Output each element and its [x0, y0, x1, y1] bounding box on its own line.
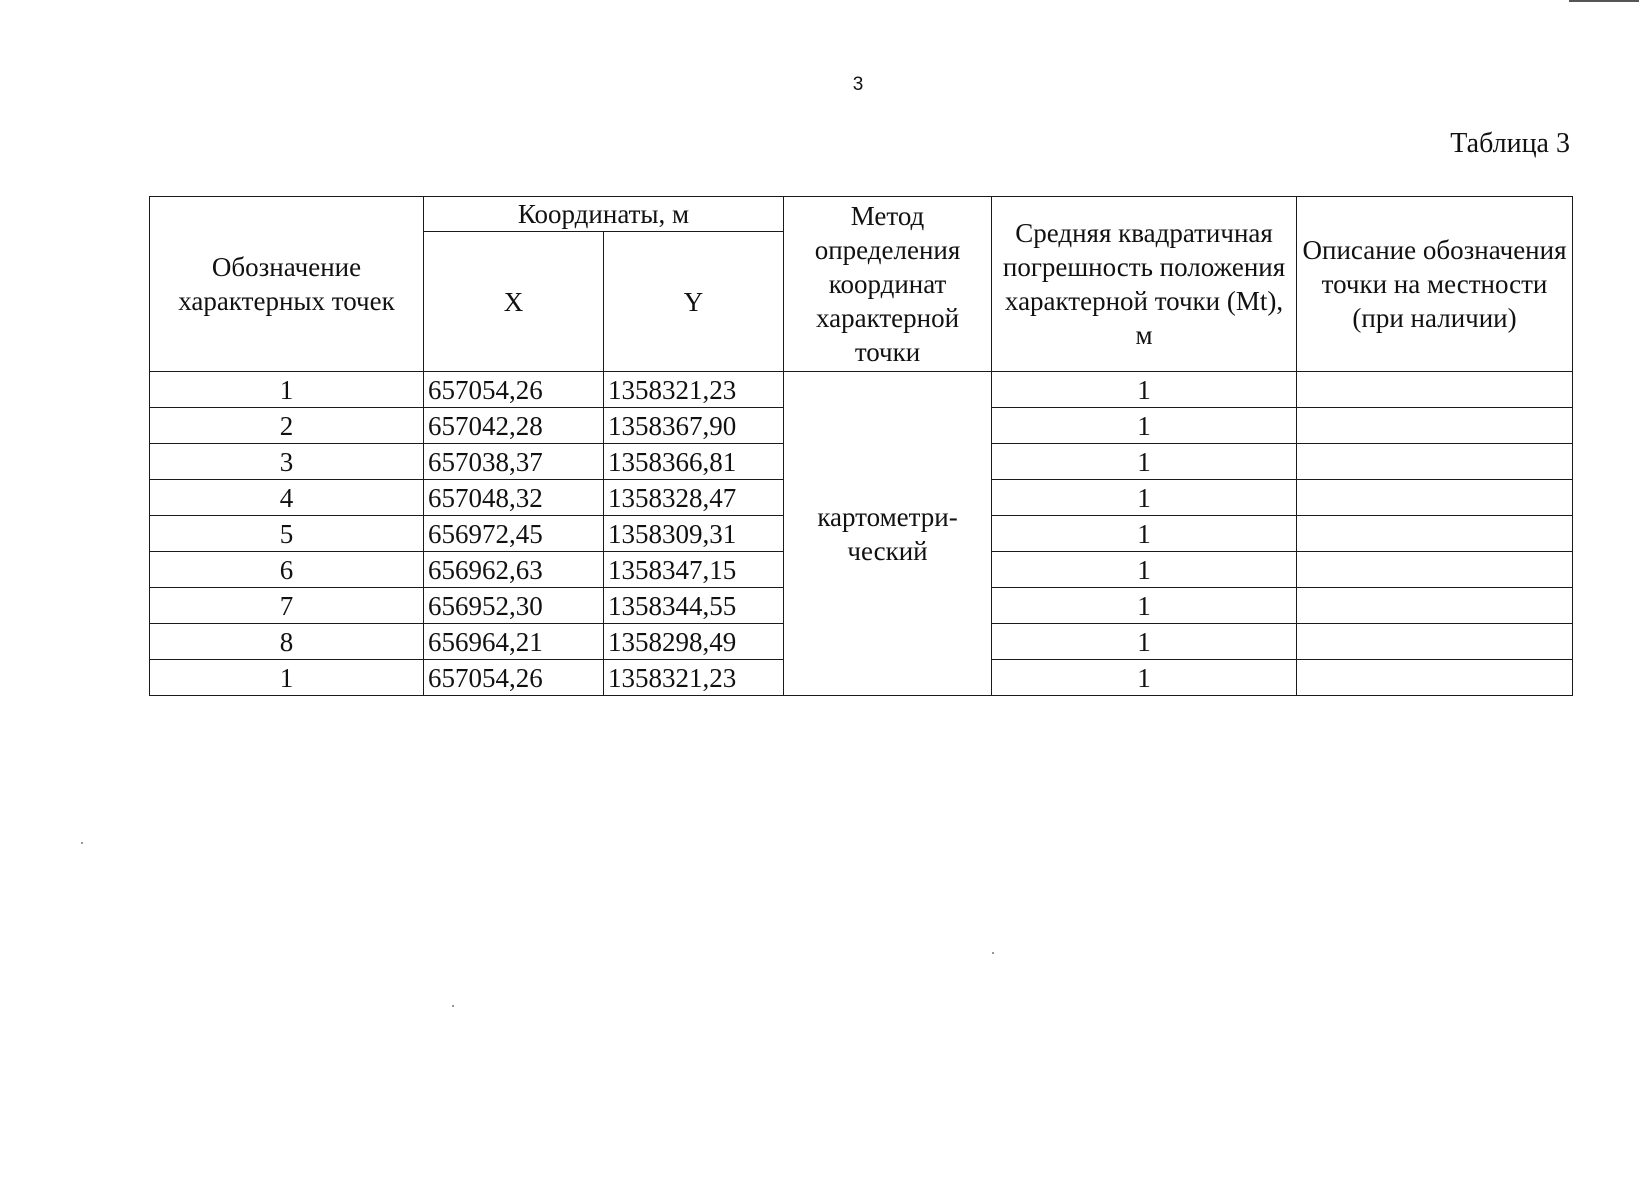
- header-rms-error: Средняя квадратичная погрешность положения характерной точки (Mt), м: [992, 197, 1297, 372]
- header-coordinates: Координаты, м: [424, 197, 784, 232]
- point-cell: 4: [150, 480, 424, 516]
- description-cell: [1297, 516, 1573, 552]
- point-cell: 2: [150, 408, 424, 444]
- method-cell: картометри-ческий: [784, 372, 992, 696]
- header-y: Y: [604, 232, 784, 372]
- table-caption: Таблица 3: [1450, 128, 1570, 159]
- x-cell: 656964,21: [424, 624, 604, 660]
- x-cell: 657038,37: [424, 444, 604, 480]
- point-cell: 1: [150, 372, 424, 408]
- y-cell: 1358298,49: [604, 624, 784, 660]
- header-point-designation: Обозначение характерных точек: [150, 197, 424, 372]
- mt-cell: 1: [992, 372, 1297, 408]
- header-description: Описание обозначения точки на местности (при наличии): [1297, 197, 1573, 372]
- description-cell: [1297, 588, 1573, 624]
- mt-cell: 1: [992, 444, 1297, 480]
- coordinates-table: [149, 196, 1573, 696]
- x-cell: 657054,26: [424, 660, 604, 696]
- x-cell: 657054,26: [424, 372, 604, 408]
- description-cell: [1297, 480, 1573, 516]
- scan-speck: [81, 842, 83, 844]
- description-cell: [1297, 660, 1573, 696]
- mt-cell: 1: [992, 624, 1297, 660]
- mt-cell: 1: [992, 480, 1297, 516]
- mt-cell: 1: [992, 588, 1297, 624]
- point-cell: 7: [150, 588, 424, 624]
- mt-cell: 1: [992, 408, 1297, 444]
- point-cell: 5: [150, 516, 424, 552]
- y-cell: 1358321,23: [604, 660, 784, 696]
- point-cell: 3: [150, 444, 424, 480]
- description-cell: [1297, 408, 1573, 444]
- description-cell: [1297, 372, 1573, 408]
- point-cell: 6: [150, 552, 424, 588]
- y-cell: 1358309,31: [604, 516, 784, 552]
- mt-cell: 1: [992, 660, 1297, 696]
- page-number: 3: [852, 74, 864, 95]
- description-cell: [1297, 624, 1573, 660]
- x-cell: 657042,28: [424, 408, 604, 444]
- x-cell: 656962,63: [424, 552, 604, 588]
- point-cell: 8: [150, 624, 424, 660]
- y-cell: 1358344,55: [604, 588, 784, 624]
- mt-cell: 1: [992, 516, 1297, 552]
- description-cell: [1297, 444, 1573, 480]
- point-cell: 1: [150, 660, 424, 696]
- x-cell: 657048,32: [424, 480, 604, 516]
- header-x: X: [424, 232, 604, 372]
- y-cell: 1358328,47: [604, 480, 784, 516]
- y-cell: 1358367,90: [604, 408, 784, 444]
- scan-speck: [452, 1005, 454, 1007]
- scan-speck: [992, 952, 994, 954]
- description-cell: [1297, 552, 1573, 588]
- x-cell: 656952,30: [424, 588, 604, 624]
- header-method: Метод определения координат характерной точки: [784, 197, 992, 372]
- x-cell: 656972,45: [424, 516, 604, 552]
- scan-edge-line: [1569, 0, 1639, 2]
- mt-cell: 1: [992, 552, 1297, 588]
- y-cell: 1358347,15: [604, 552, 784, 588]
- table-row: [150, 372, 1573, 408]
- y-cell: 1358366,81: [604, 444, 784, 480]
- y-cell: 1358321,23: [604, 372, 784, 408]
